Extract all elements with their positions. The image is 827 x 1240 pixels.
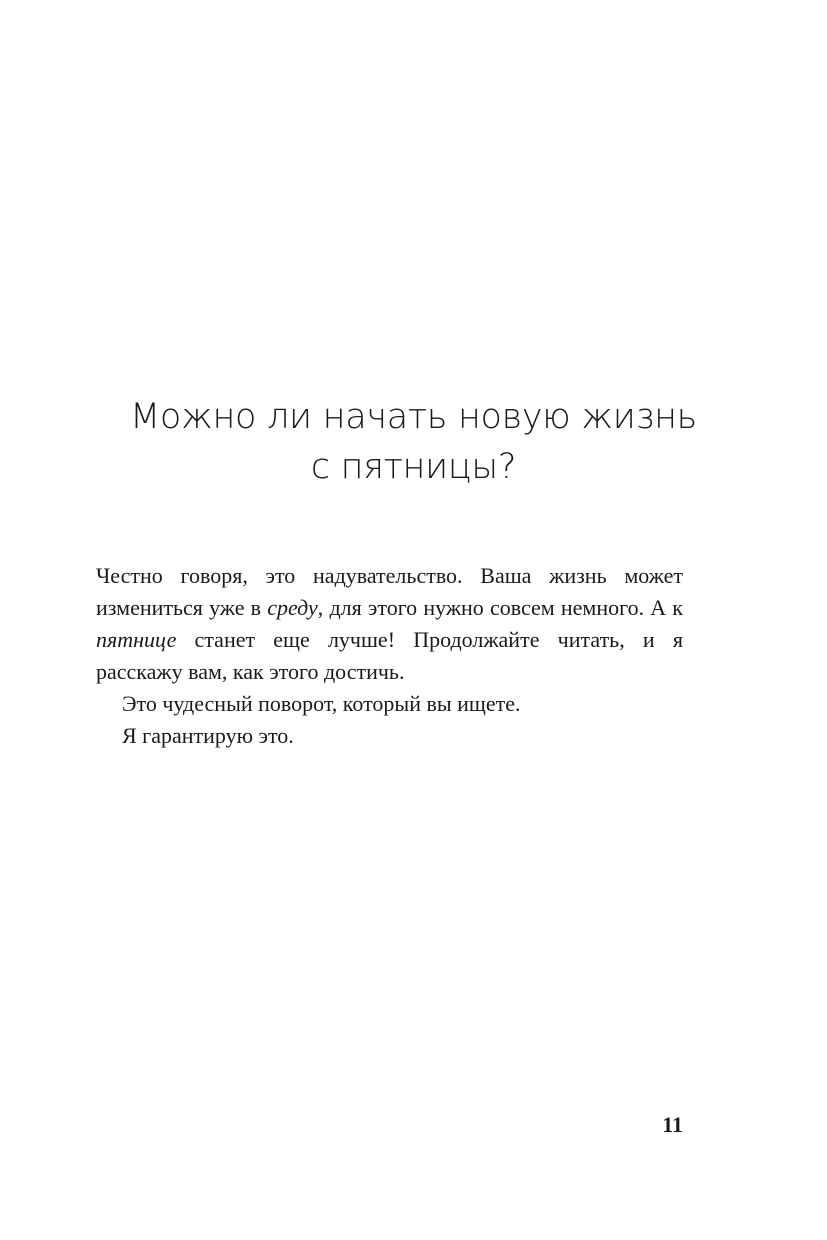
paragraph-1-part-3: станет еще лучше! Продолжайте читать, и я расскажу вам, как этого достичь. [96,627,683,684]
paragraph-2: Это чудесный поворот, который вы ищете. [122,691,521,716]
chapter-title [0,392,827,492]
paragraph-1 [96,560,683,688]
page-number: 11 [662,1112,683,1137]
body-text [96,560,683,752]
paragraph-1-italic-wednesday: среду [267,595,318,620]
paragraph-1-italic-friday: пятнице [96,627,177,652]
paragraph-1-part-2: , для этого нужно совсем немного. А к [317,595,683,620]
chapter-title-line-2: с пятницы? [310,447,517,487]
chapter-title-line-1: Можно ли начать новую жизнь [129,397,698,437]
paragraph-3: Я гарантирую это. [122,723,294,748]
paragraph-1-part-1: Честно говоря, это надувательство. Ваша жизнь может измениться уже в [96,563,683,620]
